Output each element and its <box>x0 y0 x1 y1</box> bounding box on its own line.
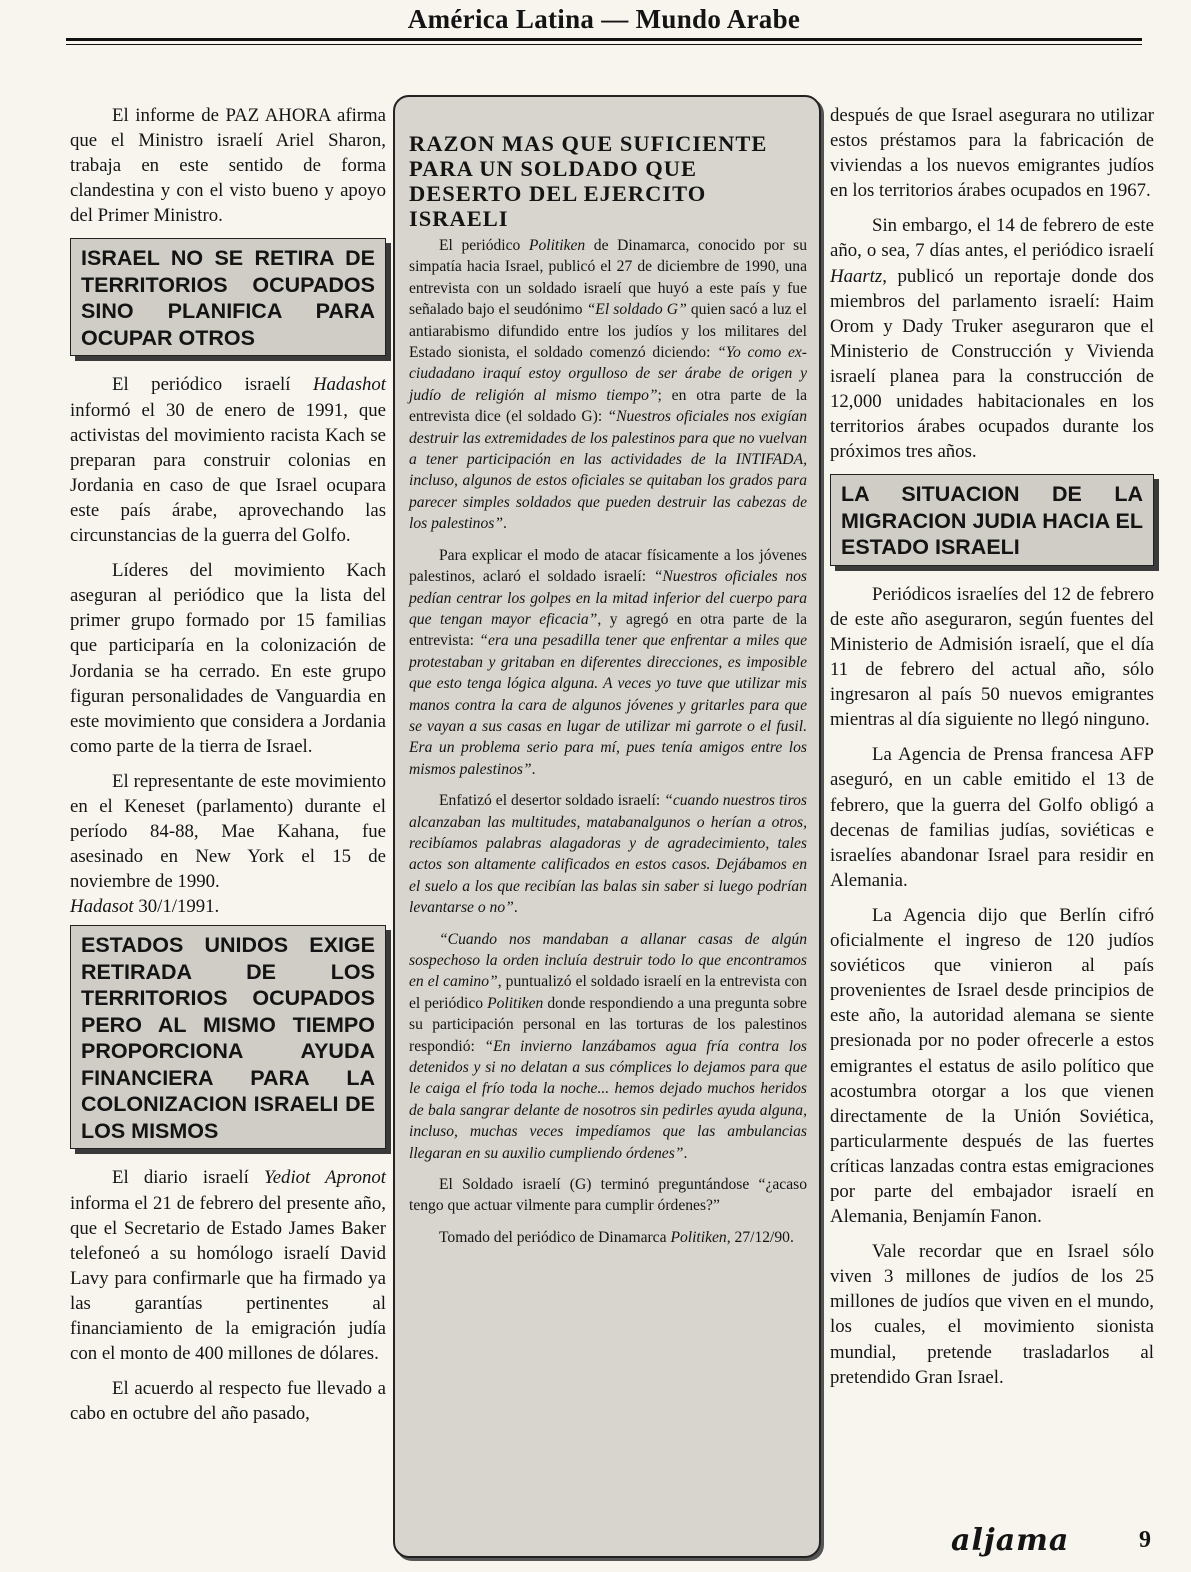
text-run: informó el 30 de enero de 1991, que activistas del movimiento racista Kach se preparan para construir colonias en Jordania en caso de que Israel ocupara este país árabe, aprovechando las circunstancias de la guerra del Golfo. <box>70 399 386 547</box>
text-run: El periódico israelí <box>112 374 313 396</box>
quote-run: “cuando nuestros tiros alcanzaban las multitudes, matabanalgunos o herían a otros, recibíamos palabras alagadoras y de agradecimiento, tales actos son altamente calificados en estos casos. Dejábamos en el suelo a los que recibían las balas sin saber si luego podrían levantarse o no” <box>409 792 807 917</box>
quote-run: “Nuestros oficiales nos pedían centrar los golpes en la mitad inferior del cuerpo para que tengan mayor eficacia” <box>409 568 808 628</box>
newspaper-name: Hadashot <box>312 374 386 396</box>
newspaper-name: Politiken <box>670 1228 727 1246</box>
quote-run: “En invierno lanzábamos agua fría contra los detenidos y si no delatan a sus cómplices lo dejamos para que le caiga el frío toda la noche... hemos dejado muchos heridos de bala sangrar delante de nosotros sin pedirles ayuda alguna, incluso, muchas veces impedíamos que las ambulancias llegaran en su auxilio cumpliendo órdenes” <box>409 1037 807 1162</box>
right-paragraph-4: La Agencia de Prensa francesa AFP aseguró, en un cable emitido el 13 de febrero, que la guerra del Golfo obligó a decenas de familias judías, soviéticas e israelíes abandonar Israel para residir en Alemania. <box>830 744 1154 891</box>
right-paragraph-5: La Agencia dijo que Berlín cifró oficialmente el ingreso de 120 judíos soviéticos que vinieron al país provenientes de Israel desde principios de este año, la autoridad alemana se siente presionada por no poder ofrecerle a estos emigrantes el estatus de asilo político que acostumbra otorgar a los que vienen directamente de la Unión Soviética, particularmente después de las fuertes críticas lanzadas contra estas emigraciones por parte del embajador israelí en Alemania, Benjamín Fanon. <box>830 904 1154 1228</box>
page-footer <box>951 1523 1151 1563</box>
text-run: . <box>513 899 518 917</box>
quote-run: “El soldado G” <box>586 301 687 319</box>
newspaper-name: Politiken <box>528 237 586 254</box>
text-run: , y agregó en otra parte de la entrevista: <box>409 610 807 650</box>
quote-run: “era una pesadilla tener que enfrentar a miles que protestaban y gritaban en diferentes direcciones, es imposible que esto tenga lógica alguna. A veces yo tuve que utilizar mis manos contra la cara de algunos jóvenes y gritarles para que se vayan a sus casas en lugar de utilizar mi garrote o el fusil. Era un problema serio para mí, pues tenía amigos entre los mismos palestinos” <box>409 632 807 778</box>
right-paragraph-2 <box>830 213 1154 464</box>
text-run: . <box>683 1144 688 1162</box>
text-run: Sin embargo, el 14 de febrero de este año, o sea, 7 días antes, el periódico israelí <box>830 215 1154 262</box>
text-run: 30/1/1991. <box>133 896 220 918</box>
center-box-title: RAZON MAS QUE SUFICIENTE PARA UN SOLDADO QUE DESERTO DEL EJERCITO ISRAELI <box>409 131 768 231</box>
text-run: Tomado del periódico de Dinamarca <box>439 1228 671 1246</box>
text-run: Enfatizó el desertor soldado israelí: <box>439 792 665 810</box>
newspaper-name: Politiken <box>487 994 544 1012</box>
center-paragraph-4 <box>409 929 807 1164</box>
center-box <box>393 95 821 1558</box>
text-run: , puntualizó el soldado israelí en la entrevista con el periódico <box>409 973 807 1012</box>
center-paragraph-6 <box>409 1227 807 1248</box>
quote-run: “Nuestros oficiales nos exigían destruir las extremidades de los palestinos para que no vuelvan a tener participación en las actividades de la INTIFADA, incluso, algunos de estos oficiales se quitaban los grados para parecer simples soldados que pueden destruir las cabezas de los palestinos” <box>409 408 807 533</box>
center-paragraph-1 <box>409 235 807 535</box>
right-paragraph-1: después de que Israel asegurara no utilizar estos préstamos para la fabricación de viviendas a los nuevos emigrantes judíos en los territorios árabes ocupados en 1967. <box>830 105 1154 202</box>
text-run: , publicó un reportaje donde dos miembros del parlamento israelí: Haim Orom y Dady Truker aseguraron que el Ministerio de Construcción y Vivienda israelí planea para la construcción de 12,000 unidades habitacionales en los territorios árabes ocupados durante los próximos tres años. <box>830 265 1154 463</box>
text-run: . <box>503 515 507 533</box>
header-rule-thick <box>66 38 1142 41</box>
newspaper-name: Haartz <box>830 265 883 287</box>
left-headline-2: ESTADOS UNIDOS EXIGE RETIRADA DE LOS TERRITORIOS OCUPADOS PERO AL MISMO TIEMPO PROPORCIONA AYUDA FINANCIERA PARA LA COLONIZACION ISRAELI DE LOS MISMOS <box>70 925 386 1149</box>
right-column <box>830 103 1154 1400</box>
right-paragraph-6: Vale recordar que en Israel sólo viven 3 millones de judíos de los 25 millones de judíos que viven en el mundo, los cuales, el movimiento sionista mundial, pretende trasladarlos al pretendido Gran Israel. <box>830 1241 1154 1388</box>
newspaper-name: Yediot Apronot <box>264 1167 386 1189</box>
text-run: , 27/12/90. <box>726 1228 794 1246</box>
page-number: 9 <box>1139 1527 1151 1553</box>
text-run: Para explicar el modo de atacar físicamente a los jóvenes palestinos, aclaró el soldado israelí: <box>409 546 807 586</box>
header-rule-thin <box>66 44 1142 45</box>
center-paragraph-2 <box>409 545 807 780</box>
quote-run: “Cuando nos mandaban a allanar casas de algún sospechoso la orden incluía destruir todo lo que encontramos en el camino” <box>409 930 807 991</box>
text-run: ; en otra parte de la entrevista dice (el soldado G): <box>409 386 807 426</box>
section-title: América Latina — Mundo Arabe <box>407 4 801 34</box>
text-run: . <box>531 760 536 778</box>
right-headline: LA SITUACION DE LA MIGRACION JUDIA HACIA EL ESTADO ISRAELI <box>830 474 1154 566</box>
left-paragraph-2: Líderes del movimiento Kach aseguran al periódico que la lista del primer grupo formado por 15 familias que participaría en la colonización de Jordania se ha cerrado. En este grupo figuran personalidades de Vanguardia en este movimiento que considera a Jordania como parte de la tierra de Israel. <box>70 560 386 757</box>
left-paragraph-1 <box>70 372 386 548</box>
text-run: donde respondiendo a una pregunta sobre su participación personal en las torturas de los palestinos respondió: <box>409 994 807 1055</box>
text-run: El periódico <box>439 237 529 254</box>
newspaper-name: Hadasot <box>70 896 134 918</box>
left-source-line <box>70 894 386 919</box>
left-headline-1: ISRAEL NO SE RETIRA DE TERRITORIOS OCUPADOS SINO PLANIFICA PARA OCUPAR OTROS <box>70 238 386 356</box>
text-run: El diario israelí <box>112 1167 264 1189</box>
magazine-logo: aljama <box>951 1523 1070 1558</box>
text-run: de Dinamarca, conocido por su simpatía hacia Israel, publicó el 27 de diciembre de 1990, una entrevista con un soldado israelí que huyó a este país y fue señalado bajo el seudónimo <box>409 237 807 319</box>
text-run: quien sacó a luz el antiarabismo difundido entre los judíos y los militares del Estado sionista, el soldado comenzó diciendo: <box>409 301 807 362</box>
text-run: informa el 21 de febrero del presente año, que el Secretario de Estado James Baker telefoneó a su homólogo israelí David Lavy para confirmarle que ha firmado ya las garantías pertinentes al financiamiento de la emigración judía con el monto de 400 millones de dólares. <box>70 1192 386 1365</box>
center-paragraph-5: El Soldado israelí (G) terminó preguntándose “¿acaso tengo que actuar vilmente para cumplir órdenes?” <box>409 1176 807 1215</box>
left-column <box>70 103 386 1436</box>
left-intro-paragraph: El informe de PAZ AHORA afirma que el Ministro israelí Ariel Sharon, trabaja en este sentido de forma clandestina y con el visto bueno y apoyo del Primer Ministro. <box>70 105 386 227</box>
left-paragraph-3: El representante de este movimiento en el Keneset (parlamento) durante el período 84-88, Mae Kahana, fue asesinado en New York el 15 de noviembre de 1990. <box>70 770 386 893</box>
left-paragraph-4 <box>70 1165 386 1366</box>
page-header <box>66 0 1142 46</box>
quote-run: “Yo como ex-ciudadano iraquí estoy orgulloso de ser árabe de origen y judío de religión al mismo tiempo” <box>409 344 807 404</box>
center-paragraph-3 <box>409 790 807 918</box>
left-paragraph-5: El acuerdo al respecto fue llevado a cabo en octubre del año pasado, <box>70 1378 386 1425</box>
right-paragraph-3: Periódicos israelíes del 12 de febrero de este año aseguraron, según fuentes del Ministerio de Admisión israelí, que el día 11 de febrero del actual año, sólo ingresaron al país 50 nuevos emigrantes mientras al día siguiente no llegó ninguno. <box>830 583 1154 731</box>
